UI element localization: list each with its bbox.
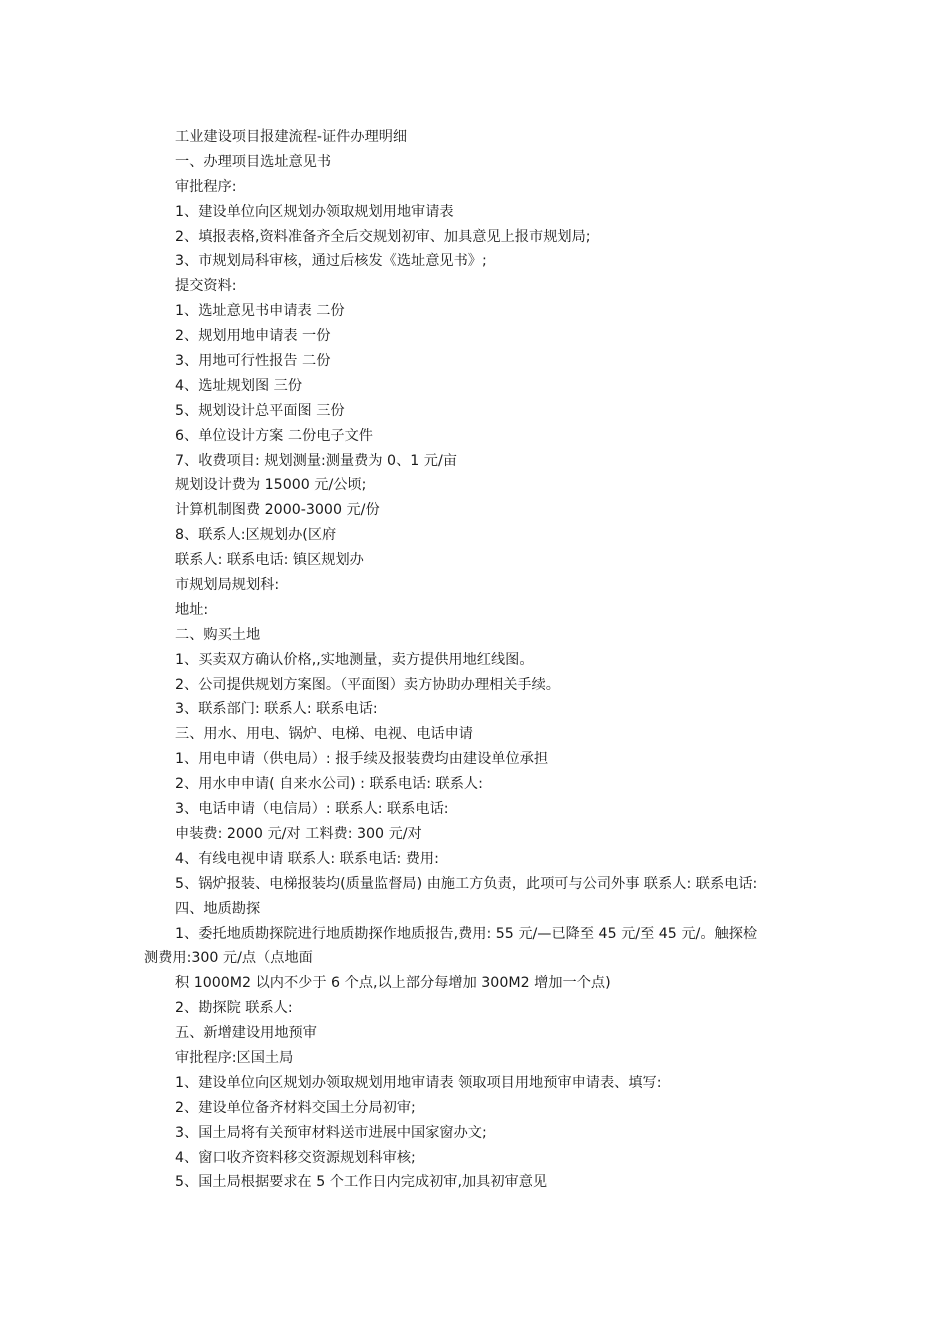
document-body [0,125,950,1195]
text-line: 市规划局规划科: [175,577,280,594]
text-line: 1、用电申请（供电局）: 报手续及报装费均由建设单位承担 [175,751,549,768]
text-line: 7、收费项目: 规划测量:测量费为 0、1 元/亩 [175,452,457,469]
text-line: 申装费: 2000 元/对 工料费: 300 元/对 [175,825,422,842]
text-line: 3、市规划局科审核，通过后核发《选址意见书》; [175,253,487,270]
text-line: 工业建设项目报建流程-证件办理明细 [175,129,408,145]
text-line: 联系人: 联系电话: 镇区规划办 [175,552,364,569]
text-line: 2、填报表格,资料准备齐全后交规划初审、加具意见上报市规划局; [175,228,591,245]
text-line: 3、电话申请（电信局）: 联系人: 联系电话: [175,801,449,818]
text-line: 地址: [175,601,209,618]
text-line: 1、选址意见书申请表 二份 [175,303,345,320]
text-line: 2、用水申申请( 自来水公司) : 联系电话: 联系人: [175,776,483,793]
text-line: 2、规划用地申请表 一份 [175,328,331,345]
text-line: 4、有线电视申请 联系人: 联系电话: 费用: [175,850,439,867]
text-line: 一、办理项目选址意见书 [175,153,332,170]
text-line: 2、公司提供规划方案图。（平面图）卖方协助办理相关手续。 [175,676,560,693]
text-line: 1、委托地质勘探院进行地质勘探作地质报告,费用: 55 元/—已降至 45 元/至 45 元/。触探检 [175,925,758,942]
text-line: 审批程序: [175,178,237,195]
text-line: 规划设计费为 15000 元/公顷; [175,477,367,494]
text-line: 4、选址规划图 三份 [175,377,303,394]
text-line: 积 1000M2 以内不少于 6 个点,以上部分每增加 300M2 增加一个点) [175,975,611,992]
text-line: 3、用地可行性报告 二份 [175,353,331,370]
text-line: 审批程序:区国土局 [175,1049,294,1066]
text-line: 四、地质勘探 [175,900,261,917]
text-line: 二、购买土地 [175,626,261,643]
text-line: 三、用水、用电、锅炉、电梯、电视、电话申请 [175,726,473,743]
text-line: 1、建设单位向区规划办领取规划用地审请表 [175,203,454,220]
text-line: 5、国土局根据要求在 5 个工作日内完成初审,加具初审意见 [175,1174,548,1191]
text-line: 3、联系部门: 联系人: 联系电话: [175,701,378,718]
text-line: 5、规划设计总平面图 三份 [175,402,345,419]
text-line: 提交资料: [175,278,237,295]
text-line: 4、窗口收齐资料移交资源规划科审核; [175,1149,416,1166]
text-line: 6、单位设计方案 二份电子文件 [175,427,373,444]
text-line: 3、国土局将有关预审材料送市进展中国家窗办文; [175,1124,487,1141]
text-line: 1、买卖双方确认价格,,实地测量，卖方提供用地红线图。 [175,651,534,668]
text-line: 5、锅炉报装、电梯报装均(质量监督局) 由施工方负责，此项可与公司外事 联系人: 联系电话: [175,875,758,892]
text-line: 8、联系人:区规划办(区府 [175,527,337,544]
text-line: 1、建设单位向区规划办领取规划用地审请表 领取项目用地预审申请表、填写: [175,1074,662,1091]
text-line: 计算机制图费 2000-3000 元/份 [175,502,380,519]
text-line: 2、勘探院 联系人: [175,1000,293,1017]
text-line: 五、新增建设用地预审 [175,1025,317,1042]
text-line: 测费用:300 元/点（点地面 [144,950,313,967]
text-line: 2、建设单位备齐材料交国土分局初审; [175,1099,416,1116]
